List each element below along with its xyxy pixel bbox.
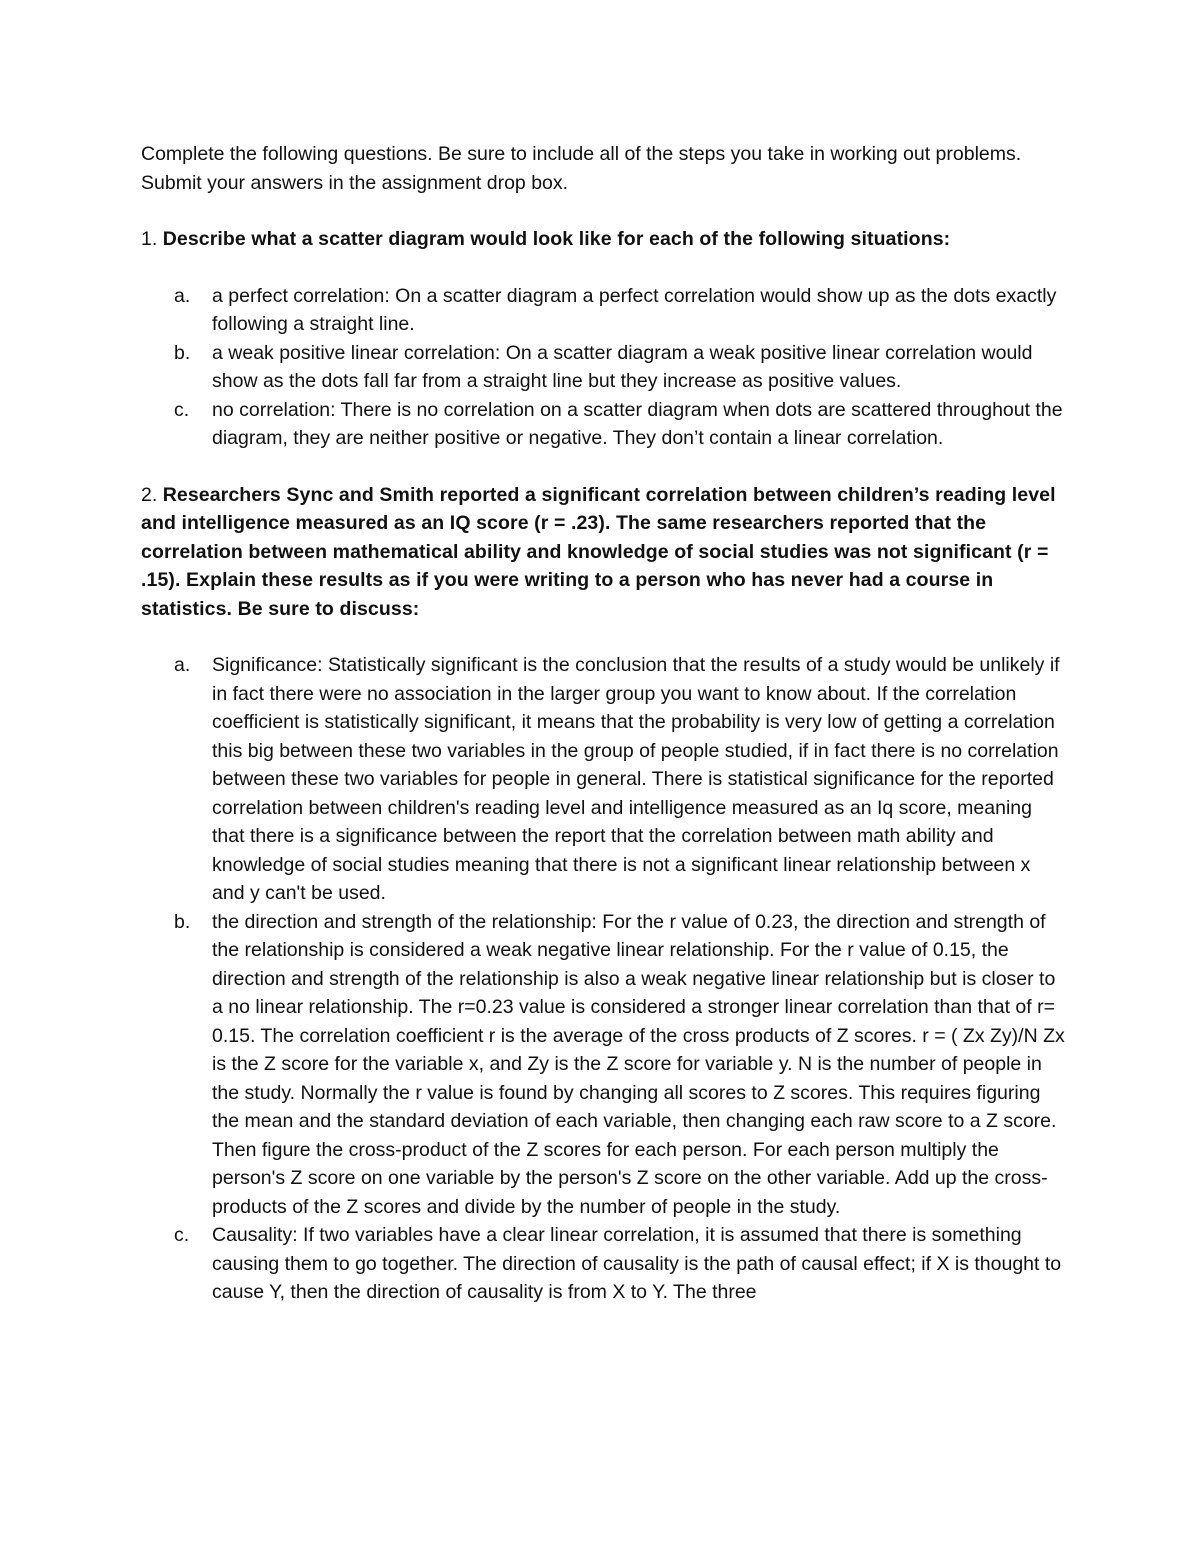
- answer-text: a weak positive linear correlation: On a scatter diagram a weak positive linear correlation would show as the dots fall far from a straight line but they increase as positive values.: [212, 341, 1033, 392]
- question-2-answer-a: [141, 651, 1066, 908]
- answer-text: the direction and strength of the relationship: For the r value of 0.23, the direction and strength of the relationship is considered a weak negative linear relationship. For the r value of 0.15, the direction and strength of the relationship is also a weak negative linear relationship but is closer to a no linear relationship. The r=0.23 value is considered a stronger linear correlation than that of r= 0.15. The correlation coefficient r is the average of the cross products of Z scores. r = ( Zx Zy)/N Zx is the Z score for the variable x, and Zy is the Z score for variable y. N is the number of people in the study. Normally the r value is found by changing all scores to Z scores. This requires figuring the mean and the standard deviation of each variable, then changing each raw score to a Z score. Then figure the cross-product of the Z scores for each person. For each person multiply the person's Z score on one variable by the person's Z score on the other variable. Add up the cross-products of the Z scores and divide by the number of people in the study.: [212, 910, 1065, 1218]
- question-1-number: 1.: [141, 228, 163, 250]
- answer-marker: c.: [174, 1224, 190, 1246]
- question-2-answer-c: [141, 1221, 1066, 1307]
- question-1-answer-a: [141, 282, 1066, 339]
- question-2-answer-b: [141, 908, 1066, 1222]
- answer-text: a perfect correlation: On a scatter diagram a perfect correlation would show up as the dots exactly following a straight line.: [212, 284, 1057, 335]
- question-1-answer-c: [141, 396, 1066, 453]
- question-1-answers: [141, 282, 1066, 453]
- document-page: [141, 140, 1066, 1335]
- answer-marker: a.: [174, 654, 191, 676]
- question-2-number: 2.: [141, 483, 163, 506]
- answer-marker: b.: [174, 341, 191, 364]
- answer-text: Significance: Statistically significant is the conclusion that the results of a study would be unlikely if in fact there were no association in the larger group you want to know about. If the correlation coefficient is statistically significant, it means that the probability is very low of getting a correlation this big between these two variables in the group of people studied, if in fact there is no correlation between these two variables for people in general. There is statistical significance for the reported correlation between children's reading level and intelligence measured as an Iq score, meaning that there is a significance between the report that the correlation between math ability and knowledge of social studies meaning that there is not a significant linear relationship between x and y can't be used.: [212, 654, 1060, 904]
- question-2-answers: [141, 651, 1066, 1307]
- question-1: [141, 225, 1066, 254]
- answer-marker: b.: [174, 910, 191, 933]
- answer-marker: a.: [174, 284, 191, 307]
- question-1-prompt: Describe what a scatter diagram would look like for each of the following situations:: [162, 228, 951, 250]
- question-2: [141, 481, 1066, 624]
- answer-text: Causality: If two variables have a clear linear correlation, it is assumed that there is something causing them to go together. The direction of causality is the path of causal effect; if X is thought to cause Y, then the direction of causality is from X to Y. The three: [212, 1224, 1062, 1303]
- question-2-prompt: Researchers Sync and Smith reported a significant correlation between children’s reading level and intelligence measured as an IQ score (r = .23). The same researchers reported that the correlation between mathematical ability and knowledge of social studies was not significant (r = .15). Explain these results as if you were writing to a person who has never had a course in statistics. Be sure to discuss:: [141, 483, 1056, 620]
- answer-marker: c.: [174, 398, 190, 421]
- instructions-paragraph: Complete the following questions. Be sure to include all of the steps you take in working out problems. Submit your answers in the assignment drop box.: [141, 143, 1022, 194]
- question-1-answer-b: [141, 339, 1066, 396]
- answer-text: no correlation: There is no correlation on a scatter diagram when dots are scattered throughout the diagram, they are neither positive or negative. They don’t contain a linear correlation.: [212, 398, 1063, 449]
